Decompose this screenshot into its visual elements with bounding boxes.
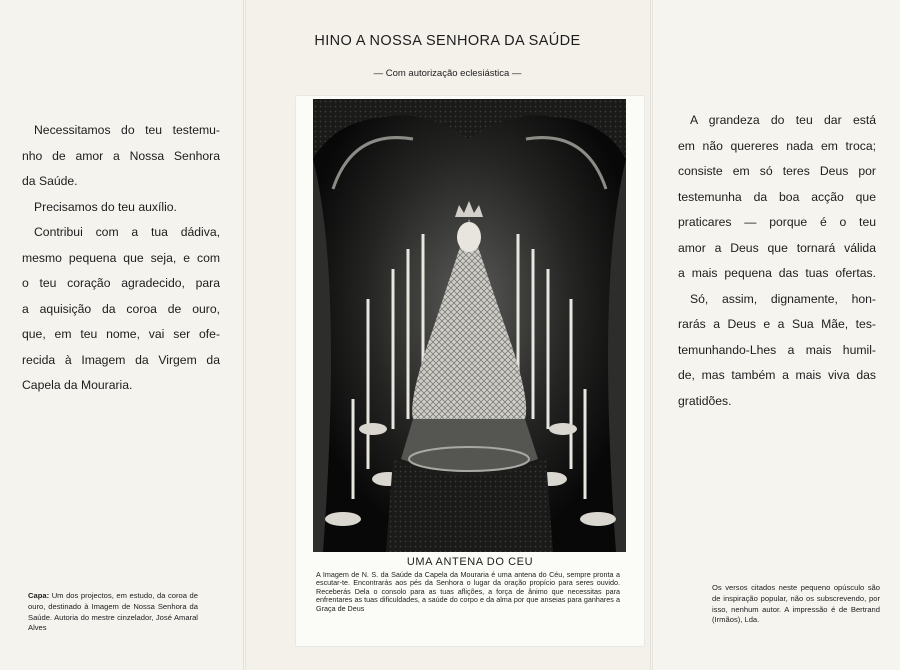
text-line: gratidões.: [678, 393, 732, 408]
text-line: que, em teu nome, vai ser ofe-: [22, 327, 220, 341]
text-line: Contribui com a tua dádiva,: [34, 225, 220, 239]
printer-credit: Os versos citados neste pequeno opúsculo são de inspiração popular, não os subscrevendo, por isso, nenhum autor. A impressão é de Bertrand (Irmãos), Lda.: [712, 583, 880, 625]
text-line: Necessitamos do teu testemu-: [34, 123, 220, 137]
text-line: a mais pequena das tuas ofertas.: [678, 266, 876, 280]
text-line: rarás a Deus e a Sua Mãe, tes-: [678, 317, 876, 331]
right-panel-text: [678, 108, 876, 414]
text-line: recida à Imagem da Virgem da: [22, 352, 220, 367]
page-subtitle: — Com autorização eclesiástica —: [373, 68, 522, 79]
cover-credit-label: Capa:: [28, 591, 50, 600]
photo-caption-title: UMA ANTENA DO CEU: [406, 556, 534, 568]
text-line: temunhando-Lhes a mais humil-: [678, 342, 876, 357]
text-line: praticares — porque é o teu: [678, 215, 876, 229]
text-line: o teu coração agradecido, para: [22, 276, 220, 290]
text-line: em não quereres nada em troca;: [678, 138, 876, 153]
text-line: da Saúde.: [22, 174, 78, 188]
text-line: nho de amor a Nossa Senhora: [22, 148, 220, 163]
text-line: de, mas também a mais viva das: [678, 368, 876, 382]
text-line: a aquisição da coroa de ouro,: [22, 301, 220, 316]
left-panel-text: [22, 118, 220, 399]
text-line: mesmo pequena que seja, e com: [22, 250, 220, 265]
text-line: amor a Deus que tornará válida: [678, 240, 876, 255]
altar-illustration: [313, 99, 626, 552]
cover-credit: [28, 591, 198, 634]
cover-credit-text: Um dos projectos, em estudo, da coroa de ouro, destinado à Imagem de Nossa Senhora da Saúde. Autoria do mestre cinzelador, José Amaral Alves: [28, 591, 198, 633]
text-line: A grandeza do teu dar está: [690, 113, 876, 127]
fold-crease-right: [650, 0, 653, 670]
photo-caption-text: A Imagem de N. S. da Saúde da Capela da Mouraria é uma antena do Céu, sempre pronta a escutar-te. Encontrarás aos pés da Senhora o lugar da oração propício para seres ouvido. Receberás Dela o consolo para as tuas aflições, a força de ânimo que necessitas para enfrentares as tuas dificuldades, a saúde do corpo e da alma por que anseias para ganhares a Graça de Deus: [316, 570, 620, 613]
virgin-image-photo: [313, 99, 626, 552]
text-line: Precisamos do teu auxílio.: [34, 199, 177, 214]
text-line: testemunha da boa acção que: [678, 189, 876, 204]
text-line: Só, assim, dignamente, hon-: [690, 291, 876, 306]
fold-crease-left: [243, 0, 246, 670]
page-title: HINO A NOSSA SENHORA DA SAÚDE: [314, 33, 581, 49]
text-line: consiste em só teres Deus por: [678, 164, 876, 178]
text-line: Capela da Mouraria.: [22, 378, 133, 392]
